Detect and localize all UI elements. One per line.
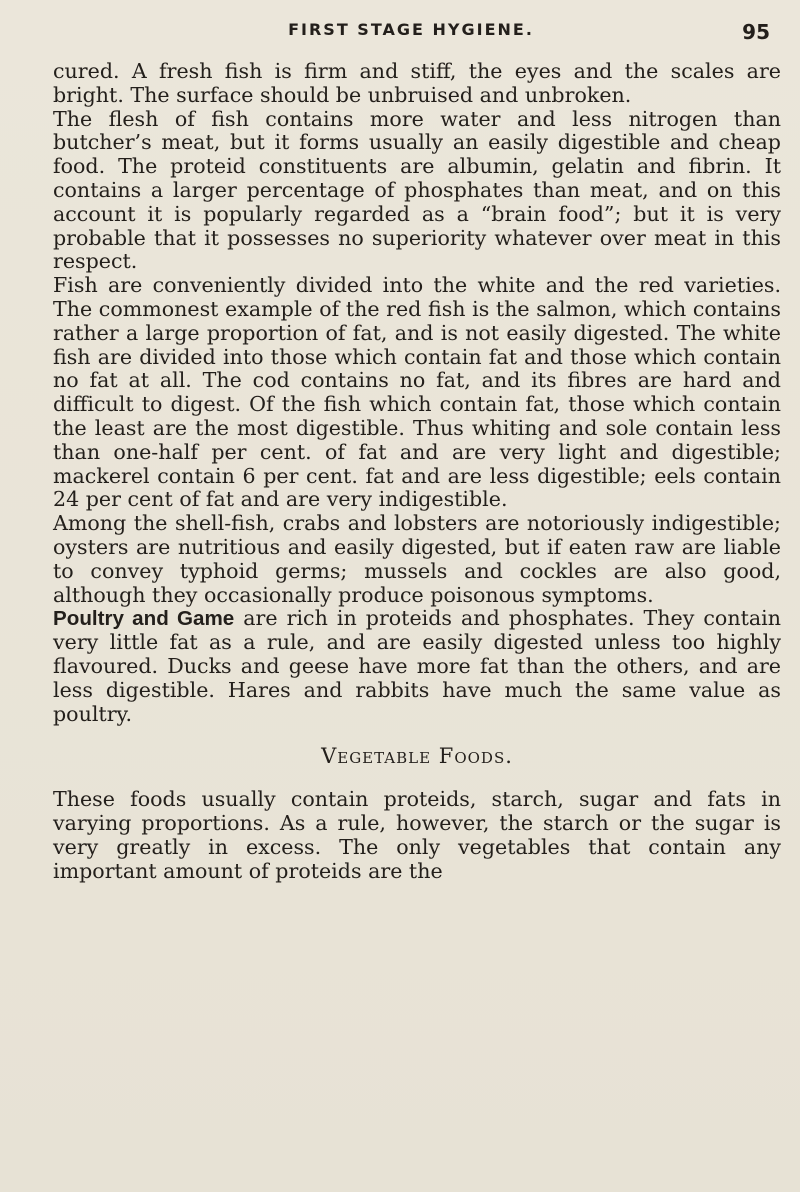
page-number: 95 bbox=[742, 20, 770, 44]
section-heading-vegetable-foods: Vegetable Foods. bbox=[321, 744, 513, 769]
paragraph-vegetable-foods: These foods usually contain proteids, starch, sugar and fats in varying proportions. As a rule, however, the starch or the sugar is very greatly in excess. The only vegetables that contain any important amount of proteids are the bbox=[53, 787, 781, 883]
paragraph-fish-varieties: Fish are conveniently divided into the white and the red varieties. The commonest example of the red fish is the salmon, which contains rather a large proportion of fat, and is not easily digested. The white fish are divided into those which contain fat and those which contain no fat at all. The cod contains no fat, and its fibres are hard and difficult to digest. Of the fish which contain fat, those which contain the least are the most digestible. Thus whiting and sole contain less than one-half per cent. of fat and are very light and digestible; mackerel contain 6 per cent. fat and are less digestible; eels contain 24 per cent of fat and are very indigestible. bbox=[53, 273, 781, 512]
poultry-game-text: are rich in proteids and phosphates. They contain very little fat as a rule, and are easily digested unless too highly flavoured. Ducks and geese have more fat than the others, and are less digestible. Hares and rabbits have much the same value as poultry. bbox=[53, 606, 781, 726]
paragraph-fish-flesh: The flesh of fish contains more water and less nitrogen than butcher’s meat, but it forms usually an easily digestible and cheap food. The proteid constituents are albumin, gelatin and fibrin. It contains a larger percentage of phosphates than meat, and on this account it is popularly regarded as a “brain food”; but it is very probable that it possesses no superiority whatever over meat in this respect. bbox=[53, 106, 781, 274]
paragraph-fresh-fish: cured. A fresh fish is firm and stiff, the eyes and the scales are bright. The surface should be unbruised and unbroken. bbox=[53, 59, 781, 107]
running-title: FIRST STAGE HYGIENE. bbox=[288, 20, 534, 39]
running-head bbox=[52, 20, 770, 44]
body-text bbox=[53, 60, 781, 883]
paragraph-poultry-game bbox=[53, 607, 781, 726]
poultry-game-lead: Poultry and Game bbox=[53, 607, 235, 631]
paragraph-shell-fish: Among the shell-fish, crabs and lobsters are notoriously indigestible; oysters are nutritious and easily digested, but if eaten raw are liable to convey typhoid germs; mussels and cockles are also good, although they occasionally produce poisonous symptoms. bbox=[53, 511, 781, 607]
